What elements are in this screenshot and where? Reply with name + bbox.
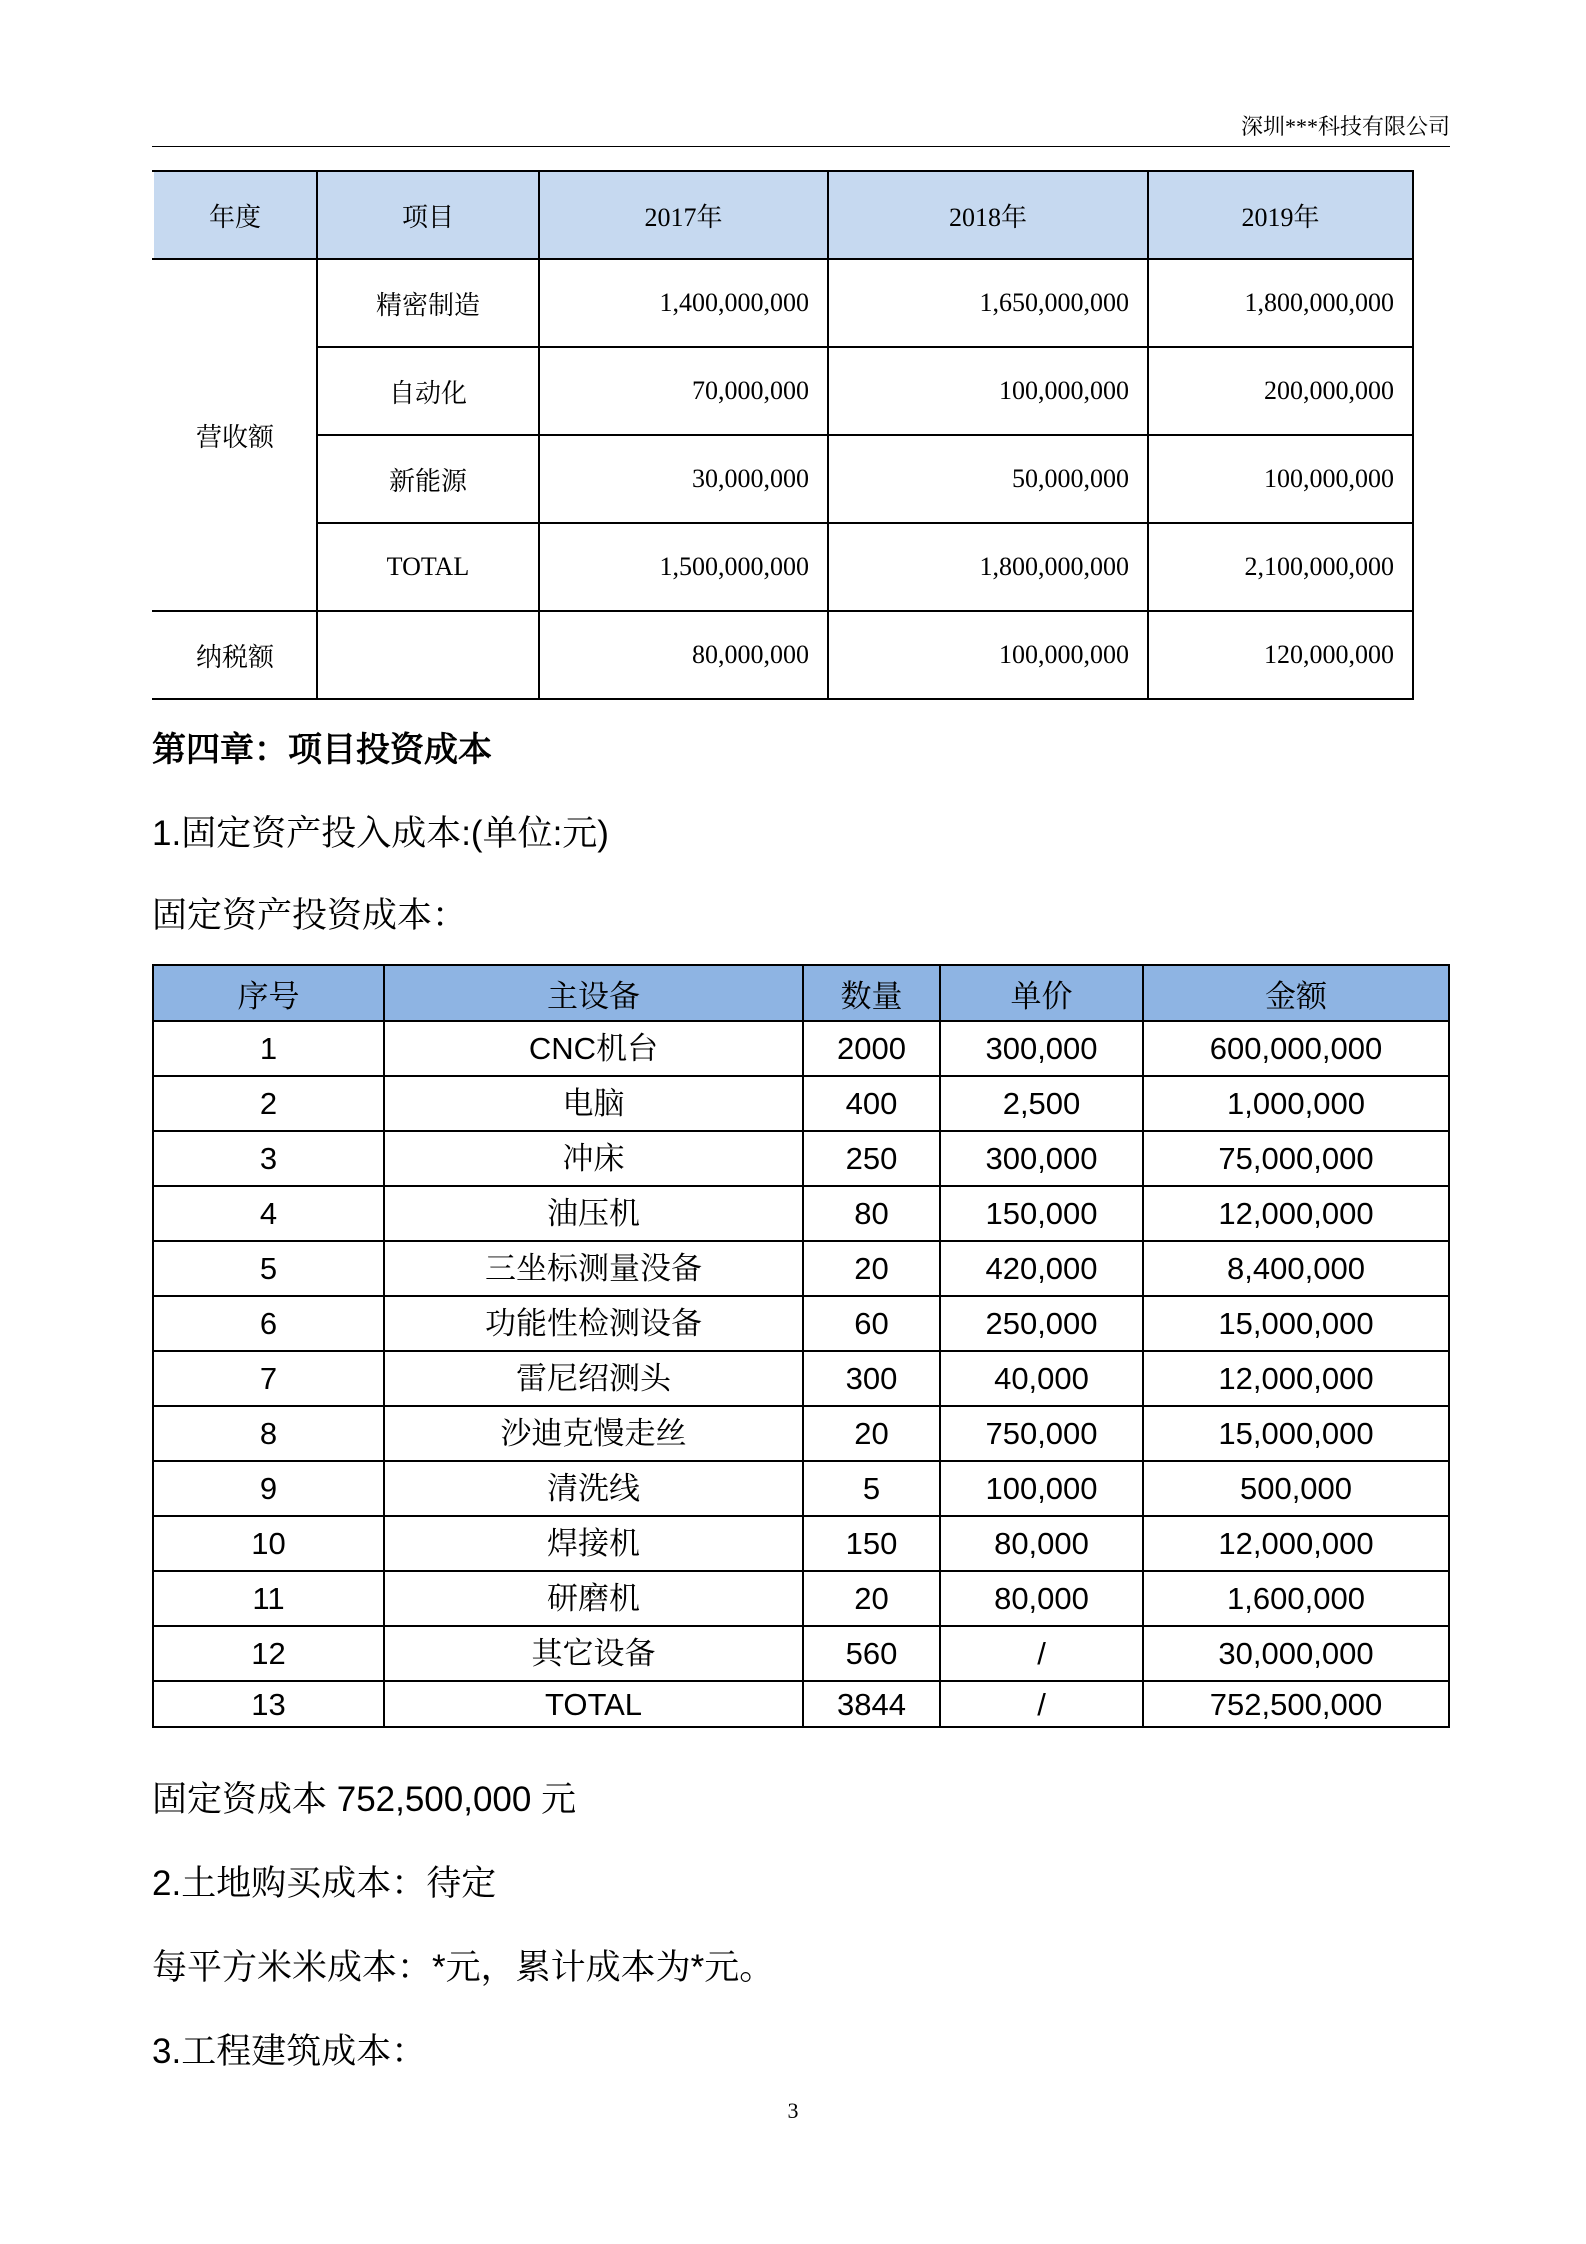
equipment-cell: 100,000: [940, 1461, 1143, 1516]
equipment-cell: 300,000: [940, 1131, 1143, 1186]
equipment-cell: 2,500: [940, 1076, 1143, 1131]
revenue-value-cell: 1,650,000,000: [828, 259, 1148, 347]
revenue-table-header-row: [153, 171, 1413, 259]
table-row: [153, 259, 1413, 347]
equipment-header-cell: 数量: [803, 965, 940, 1021]
tax-value-cell: 100,000,000: [828, 611, 1148, 699]
tax-item-label: [317, 611, 539, 699]
section-2-title: 2.土地购买成本：待定: [152, 1864, 497, 1903]
equipment-cell: TOTAL: [384, 1681, 803, 1727]
revenue-header-cell: 项目: [317, 171, 539, 259]
table-row: [153, 1406, 1449, 1461]
equipment-cell: 电脑: [384, 1076, 803, 1131]
revenue-table: [152, 170, 1414, 700]
table-row: [153, 1681, 1449, 1727]
equipment-cell: 冲床: [384, 1131, 803, 1186]
equipment-cell: 80,000: [940, 1571, 1143, 1626]
equipment-cell: 300: [803, 1351, 940, 1406]
tax-value-cell: 80,000,000: [539, 611, 828, 699]
revenue-value-cell: 1,800,000,000: [828, 523, 1148, 611]
revenue-value-cell: 200,000,000: [1148, 347, 1413, 435]
equipment-cell: 12,000,000: [1143, 1516, 1449, 1571]
equipment-cell: 8,400,000: [1143, 1241, 1449, 1296]
equipment-cell: 20: [803, 1241, 940, 1296]
equipment-cell: 400: [803, 1076, 940, 1131]
equipment-cell: 12,000,000: [1143, 1186, 1449, 1241]
equipment-cell: 15,000,000: [1143, 1296, 1449, 1351]
revenue-item-label: 自动化: [317, 347, 539, 435]
equipment-cell: 功能性检测设备: [384, 1296, 803, 1351]
fixed-cost-summary: 固定资成本 752,500,000 元: [152, 1780, 577, 1819]
equipment-cell: 3844: [803, 1681, 940, 1727]
equipment-table: [152, 964, 1450, 1728]
equipment-cell: 4: [153, 1186, 384, 1241]
equipment-cell: 焊接机: [384, 1516, 803, 1571]
equipment-cell: 250: [803, 1131, 940, 1186]
equipment-cell: 3: [153, 1131, 384, 1186]
equipment-header-cell: 单价: [940, 965, 1143, 1021]
equipment-cell: 15,000,000: [1143, 1406, 1449, 1461]
equipment-cell: 研磨机: [384, 1571, 803, 1626]
revenue-value-cell: 1,400,000,000: [539, 259, 828, 347]
table-row: [153, 347, 1413, 435]
equipment-table-header-row: [153, 965, 1449, 1021]
table-row: [153, 1186, 1449, 1241]
subsection-title: 固定资产投资成本：: [152, 896, 468, 935]
equipment-cell: 2: [153, 1076, 384, 1131]
equipment-cell: 1,000,000: [1143, 1076, 1449, 1131]
revenue-header-cell: 2018年: [828, 171, 1148, 259]
equipment-cell: 150: [803, 1516, 940, 1571]
revenue-item-label: TOTAL: [317, 523, 539, 611]
chapter-title: 第四章：项目投资成本: [152, 731, 492, 769]
table-row: [153, 1021, 1449, 1076]
equipment-cell: 6: [153, 1296, 384, 1351]
equipment-header-cell: 主设备: [384, 965, 803, 1021]
equipment-cell: 30,000,000: [1143, 1626, 1449, 1681]
equipment-cell: 油压机: [384, 1186, 803, 1241]
equipment-cell: 三坐标测量没备: [384, 1241, 803, 1296]
equipment-cell: 300,000: [940, 1021, 1143, 1076]
section-1-title: 1.固定资产投入成本:(单位:元): [152, 814, 609, 853]
equipment-cell: 600,000,000: [1143, 1021, 1449, 1076]
table-row: [153, 1461, 1449, 1516]
header-company-name: 深圳***科技有限公司: [1240, 114, 1450, 139]
equipment-cell: 250,000: [940, 1296, 1143, 1351]
equipment-cell: 其它设备: [384, 1626, 803, 1681]
revenue-value-cell: 1,800,000,000: [1148, 259, 1413, 347]
revenue-value-cell: 50,000,000: [828, 435, 1148, 523]
equipment-cell: 500,000: [1143, 1461, 1449, 1516]
equipment-cell: 沙迪克慢走丝: [384, 1406, 803, 1461]
table-row: [153, 1296, 1449, 1351]
table-row: [153, 1241, 1449, 1296]
revenue-header-cell: 2019年: [1148, 171, 1413, 259]
equipment-cell: 5: [803, 1461, 940, 1516]
equipment-cell: 2000: [803, 1021, 940, 1076]
equipment-cell: 20: [803, 1406, 940, 1461]
equipment-header-cell: 金额: [1143, 965, 1449, 1021]
equipment-cell: 60: [803, 1296, 940, 1351]
table-row: [153, 1351, 1449, 1406]
table-row: [153, 1626, 1449, 1681]
equipment-header-cell: 序号: [153, 965, 384, 1021]
equipment-cell: 80,000: [940, 1516, 1143, 1571]
equipment-cell: 75,000,000: [1143, 1131, 1449, 1186]
equipment-cell: 12: [153, 1626, 384, 1681]
equipment-cell: 560: [803, 1626, 940, 1681]
equipment-cell: 9: [153, 1461, 384, 1516]
revenue-value-cell: 100,000,000: [1148, 435, 1413, 523]
table-row: [153, 1076, 1449, 1131]
equipment-cell: 1,600,000: [1143, 1571, 1449, 1626]
equipment-cell: 8: [153, 1406, 384, 1461]
revenue-header-cell: 年度: [153, 171, 317, 259]
equipment-cell: 11: [153, 1571, 384, 1626]
revenue-item-label: 新能源: [317, 435, 539, 523]
tax-value-cell: 120,000,000: [1148, 611, 1413, 699]
equipment-cell: 150,000: [940, 1186, 1143, 1241]
revenue-value-cell: 2,100,000,000: [1148, 523, 1413, 611]
revenue-value-cell: 30,000,000: [539, 435, 828, 523]
equipment-cell: 752,500,000: [1143, 1681, 1449, 1727]
revenue-value-cell: 70,000,000: [539, 347, 828, 435]
equipment-cell: 40,000: [940, 1351, 1143, 1406]
equipment-cell: 1: [153, 1021, 384, 1076]
equipment-cell: 750,000: [940, 1406, 1143, 1461]
equipment-cell: /: [940, 1626, 1143, 1681]
header-divider: [152, 146, 1450, 147]
revenue-value-cell: 100,000,000: [828, 347, 1148, 435]
table-row: [153, 1131, 1449, 1186]
equipment-cell: 13: [153, 1681, 384, 1727]
equipment-cell: 12,000,000: [1143, 1351, 1449, 1406]
equipment-cell: 7: [153, 1351, 384, 1406]
revenue-header-cell: 2017年: [539, 171, 828, 259]
tax-label: 纳税额: [153, 611, 317, 699]
land-cost-text: 每平方米米成本：*元，累计成本为*元。: [152, 1948, 775, 1987]
table-row: [153, 1516, 1449, 1571]
table-row: [153, 435, 1413, 523]
equipment-cell: /: [940, 1681, 1143, 1727]
revenue-item-label: 精密制造: [317, 259, 539, 347]
table-row: [153, 523, 1413, 611]
equipment-cell: 清洗线: [384, 1461, 803, 1516]
equipment-cell: 20: [803, 1571, 940, 1626]
revenue-value-cell: 1,500,000,000: [539, 523, 828, 611]
equipment-cell: CNC机台: [384, 1021, 803, 1076]
page-number: 3: [787, 2098, 799, 2123]
equipment-cell: 80: [803, 1186, 940, 1241]
table-row: [153, 1571, 1449, 1626]
revenue-group-label: 营收额: [153, 259, 317, 611]
section-3-title: 3.工程建筑成本：: [152, 2032, 427, 2071]
equipment-cell: 420,000: [940, 1241, 1143, 1296]
equipment-cell: 10: [153, 1516, 384, 1571]
equipment-cell: 5: [153, 1241, 384, 1296]
table-row: [153, 611, 1413, 699]
equipment-cell: 雷尼绍测头: [384, 1351, 803, 1406]
